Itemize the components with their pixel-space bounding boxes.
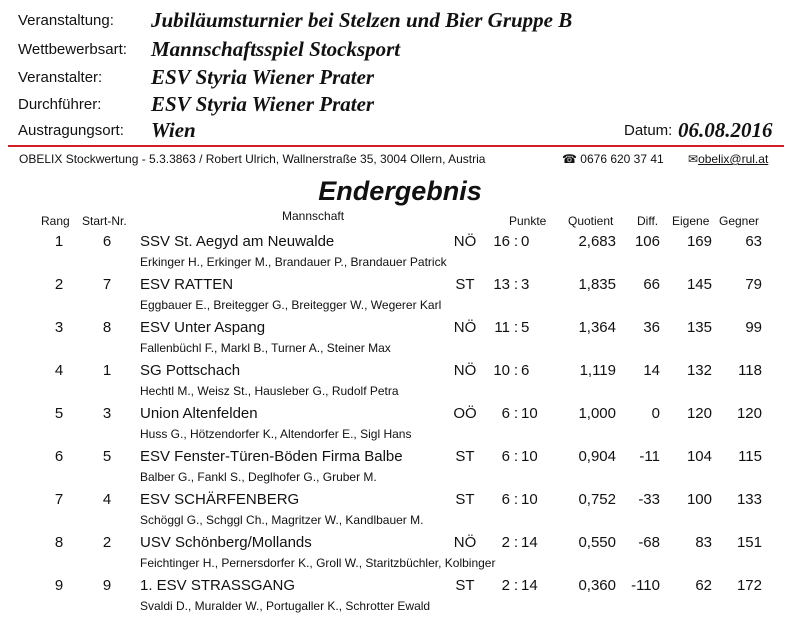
veranstaltung-label: Veranstaltung: bbox=[18, 12, 114, 29]
phone-number: 0676 620 37 41 bbox=[580, 152, 664, 166]
team-name: ESV Unter Aspang bbox=[140, 319, 266, 336]
rang: 9 bbox=[54, 577, 64, 594]
start-number: 1 bbox=[102, 362, 112, 379]
table-row bbox=[0, 577, 800, 620]
opponent-score: 133 bbox=[736, 491, 762, 508]
player-list: Balber G., Fankl S., Deglhofer G., Gruber M. bbox=[140, 470, 377, 484]
start-number: 4 bbox=[102, 491, 112, 508]
player-list: Hechtl M., Weisz St., Hausleber G., Rudolf Petra bbox=[140, 384, 399, 398]
email-link[interactable]: obelix@rul.at bbox=[698, 152, 769, 166]
difference: -11 bbox=[639, 448, 660, 465]
team-name: SG Pottschach bbox=[140, 362, 241, 379]
table-row bbox=[0, 276, 800, 319]
difference: -68 bbox=[638, 534, 660, 551]
difference: 106 bbox=[634, 233, 660, 250]
points-won: 13 bbox=[493, 276, 510, 293]
start-number: 2 bbox=[102, 534, 112, 551]
own-score: 120 bbox=[686, 405, 712, 422]
team-name: ESV Fenster-Türen-Böden Firma Balbe bbox=[140, 448, 403, 465]
start-number: 3 bbox=[102, 405, 112, 422]
wettbewerbsart-label: Wettbewerbsart: bbox=[18, 41, 127, 58]
rang: 7 bbox=[54, 491, 64, 508]
difference: -110 bbox=[631, 577, 660, 594]
team-name: SSV St. Aegyd am Neuwalde bbox=[140, 233, 335, 250]
quotient: 1,000 bbox=[578, 405, 616, 422]
region: NÖ bbox=[453, 534, 477, 551]
points-separator: : bbox=[513, 577, 519, 594]
quotient: 2,683 bbox=[578, 233, 616, 250]
points-lost: 10 bbox=[521, 405, 538, 422]
veranstalter-value: ESV Styria Wiener Prater bbox=[151, 65, 375, 89]
points-won: 2 bbox=[501, 534, 510, 551]
opponent-score: 151 bbox=[736, 534, 762, 551]
page-title: Endergebnis bbox=[318, 176, 482, 206]
player-list: Fallenbüchl F., Markl B., Turner A., Steiner Max bbox=[140, 341, 391, 355]
col-header-punkte: Punkte bbox=[509, 214, 547, 228]
meta-veranstaltung bbox=[18, 8, 788, 34]
table-row bbox=[0, 534, 800, 577]
opponent-score: 115 bbox=[738, 448, 762, 465]
team-name: 1. ESV STRASSGANG bbox=[140, 577, 296, 594]
quotient: 0,904 bbox=[578, 448, 616, 465]
organizer-email[interactable] bbox=[688, 152, 768, 166]
region: ST bbox=[455, 448, 475, 465]
organizer-info: OBELIX Stockwertung - 5.3.3863 / Robert Ulrich, Wallnerstraße 35, 3004 Ollern, Austria bbox=[19, 152, 486, 166]
difference: 14 bbox=[643, 362, 660, 379]
own-score: 135 bbox=[686, 319, 712, 336]
quotient: 0,360 bbox=[578, 577, 616, 594]
quotient: 0,550 bbox=[578, 534, 616, 551]
organizer-phone bbox=[562, 152, 664, 166]
austragungsort-label: Austragungsort: bbox=[18, 122, 124, 139]
col-header-mannschaft: Mannschaft bbox=[282, 209, 345, 223]
player-list: Schöggl G., Schggl Ch., Magritzer W., Kandlbauer M. bbox=[140, 513, 424, 527]
start-number: 7 bbox=[102, 276, 112, 293]
quotient: 1,364 bbox=[578, 319, 616, 336]
difference: 66 bbox=[643, 276, 660, 293]
own-score: 169 bbox=[686, 233, 712, 250]
points-won: 6 bbox=[501, 491, 510, 508]
region: NÖ bbox=[453, 319, 477, 336]
points-lost: 10 bbox=[521, 448, 538, 465]
meta-austragungsort bbox=[18, 118, 788, 144]
quotient: 1,119 bbox=[579, 362, 616, 379]
region: ST bbox=[455, 491, 475, 508]
own-score: 62 bbox=[695, 577, 712, 594]
rang: 4 bbox=[54, 362, 64, 379]
difference: 0 bbox=[651, 405, 660, 422]
points-won: 2 bbox=[501, 577, 510, 594]
opponent-score: 79 bbox=[745, 276, 762, 293]
durchfuehrer-value: ESV Styria Wiener Prater bbox=[151, 92, 375, 116]
points-separator: : bbox=[513, 534, 519, 551]
start-number: 8 bbox=[102, 319, 112, 336]
table-row bbox=[0, 491, 800, 534]
region: OÖ bbox=[453, 405, 477, 422]
player-list: Svaldi D., Muralder W., Portugaller K., Schrotter Ewald bbox=[140, 599, 431, 613]
col-header-gegner: Gegner bbox=[719, 214, 760, 228]
col-header-start: Start-Nr. bbox=[82, 214, 127, 228]
team-name: Union Altenfelden bbox=[140, 405, 258, 422]
start-number: 9 bbox=[102, 577, 112, 594]
header-divider bbox=[8, 145, 784, 147]
meta-durchfuehrer bbox=[18, 92, 788, 118]
rang: 1 bbox=[54, 233, 64, 250]
own-score: 145 bbox=[686, 276, 712, 293]
own-score: 132 bbox=[686, 362, 712, 379]
points-lost: 3 bbox=[521, 276, 530, 293]
col-header-diff: Diff. bbox=[637, 214, 659, 228]
quotient: 1,835 bbox=[578, 276, 616, 293]
points-separator: : bbox=[513, 362, 519, 379]
opponent-score: 63 bbox=[745, 233, 762, 250]
austragungsort-value: Wien bbox=[151, 118, 196, 142]
player-list: Feichtinger H., Pernersdorfer K., Groll W., Staritzbüchler, Kolbinger bbox=[140, 556, 496, 570]
points-separator: : bbox=[513, 491, 519, 508]
start-number: 6 bbox=[102, 233, 112, 250]
rang: 5 bbox=[54, 405, 64, 422]
own-score: 83 bbox=[695, 534, 712, 551]
col-header-eigene: Eigene bbox=[672, 214, 710, 228]
team-name: ESV SCHÄRFENBERG bbox=[140, 491, 300, 508]
own-score: 100 bbox=[686, 491, 712, 508]
start-number: 5 bbox=[102, 448, 112, 465]
datum-value: 06.08.2016 bbox=[678, 118, 773, 142]
points-lost: 0 bbox=[521, 233, 530, 250]
quotient: 0,752 bbox=[578, 491, 616, 508]
envelope-icon: ✉ bbox=[688, 152, 699, 166]
points-lost: 10 bbox=[521, 491, 538, 508]
points-won: 6 bbox=[501, 405, 510, 422]
points-separator: : bbox=[513, 319, 519, 336]
veranstalter-label: Veranstalter: bbox=[18, 69, 103, 86]
rang: 2 bbox=[54, 276, 64, 293]
region: NÖ bbox=[453, 233, 477, 250]
points-won: 16 bbox=[493, 233, 510, 250]
region: ST bbox=[455, 276, 475, 293]
team-name: USV Schönberg/Mollands bbox=[140, 534, 312, 551]
player-list: Huss G., Hötzendorfer K., Altendorfer E., Sigl Hans bbox=[140, 427, 412, 441]
region: ST bbox=[455, 577, 475, 594]
points-separator: : bbox=[513, 448, 519, 465]
phone-icon: ☎ bbox=[562, 152, 577, 166]
datum-label: Datum: bbox=[624, 122, 673, 139]
opponent-score: 99 bbox=[745, 319, 762, 336]
meta-veranstalter bbox=[18, 65, 788, 91]
points-lost: 14 bbox=[521, 577, 538, 594]
col-header-rang: Rang bbox=[41, 214, 70, 228]
wettbewerbsart-value: Mannschaftsspiel Stocksport bbox=[151, 37, 401, 61]
difference: 36 bbox=[643, 319, 660, 336]
player-list: Erkinger H., Erkinger M., Brandauer P., Brandauer Patrick bbox=[140, 255, 447, 269]
player-list: Eggbauer E., Breitegger G., Breitegger W., Wegerer Karl bbox=[140, 298, 442, 312]
own-score: 104 bbox=[686, 448, 712, 465]
table-row bbox=[0, 405, 800, 448]
points-separator: : bbox=[513, 405, 519, 422]
durchfuehrer-label: Durchführer: bbox=[18, 96, 102, 113]
table-row bbox=[0, 448, 800, 491]
team-name: ESV RATTEN bbox=[140, 276, 234, 293]
points-lost: 6 bbox=[521, 362, 530, 379]
points-lost: 5 bbox=[521, 319, 530, 336]
opponent-score: 118 bbox=[738, 362, 762, 379]
opponent-score: 172 bbox=[736, 577, 762, 594]
difference: -33 bbox=[638, 491, 660, 508]
points-won: 10 bbox=[493, 362, 510, 379]
points-separator: : bbox=[513, 276, 519, 293]
table-row bbox=[0, 319, 800, 362]
meta-wettbewerbsart bbox=[18, 37, 788, 63]
rang: 8 bbox=[54, 534, 64, 551]
rang: 3 bbox=[54, 319, 64, 336]
region: NÖ bbox=[453, 362, 477, 379]
veranstaltung-value: Jubiläumsturnier bei Stelzen und Bier Gruppe B bbox=[151, 8, 573, 32]
col-header-quotient: Quotient bbox=[568, 214, 614, 228]
table-row bbox=[0, 233, 800, 276]
rang: 6 bbox=[54, 448, 64, 465]
points-lost: 14 bbox=[521, 534, 538, 551]
points-separator: : bbox=[513, 233, 519, 250]
opponent-score: 120 bbox=[736, 405, 762, 422]
table-row bbox=[0, 362, 800, 405]
points-won: 6 bbox=[501, 448, 510, 465]
points-won: 11 bbox=[494, 319, 510, 336]
